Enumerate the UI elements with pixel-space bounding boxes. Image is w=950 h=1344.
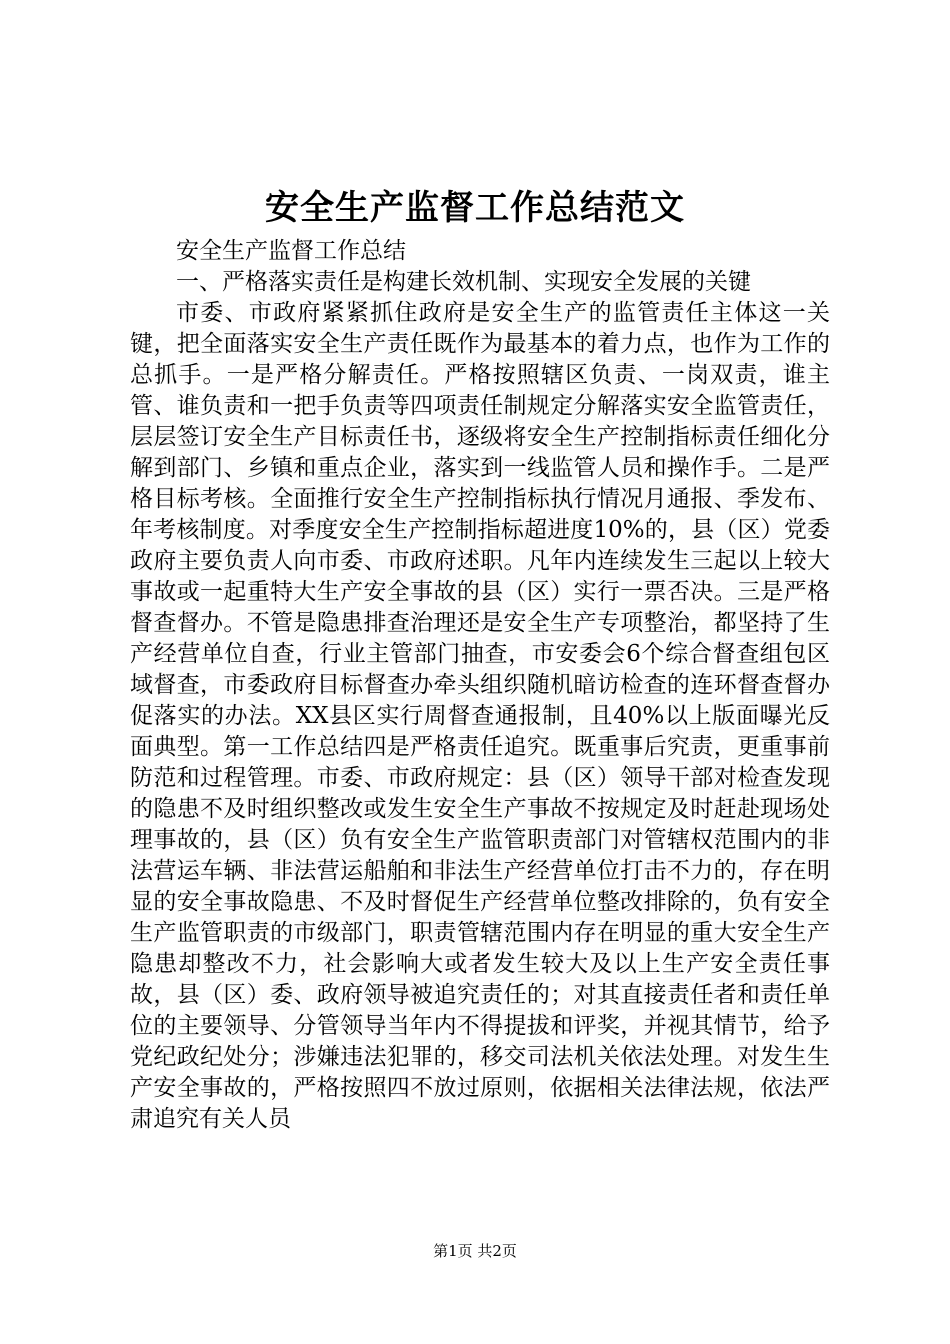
section-heading: 安全生产监督工作总结 <box>176 238 406 264</box>
page-footer: 第1页 共2页 <box>433 1242 517 1260</box>
document-title: 安全生产监督工作总结范文 <box>265 188 685 228</box>
subsection-heading: 一、严格落实责任是构建长效机制、实现安全发展的关键 <box>176 269 751 295</box>
body-paragraph: 市委、市政府紧紧抓住政府是安全生产的监管责任主体这一关键，把全面落实安全生产责任既作为最基本的着力点，也作为工作的总抓手。一是严格分解责任。严格按照辖区负责、一岗双责，谁主管、谁负责和一把手负责等四项责任制规定分解落实安全监管责任，层层签订安全生产目标责任书，逐级将安全生产控制指标责任细化分解到部门、乡镇和重点企业，落实到一线监管人员和操作手。二是严格目标考核。全面推行安全生产控制指标执行情况月通报、季发布、年考核制度。对季度安全生产控制指标超进度10%的，县（区）党委政府主要负责人向市委、市政府述职。凡年内连续发生三起以上较大事故或一起重特大生产安全事故的县（区）实行一票否决。三是严格督查督办。不管是隐患排查治理还是安全生产专项整治，都坚持了生产经营单位自查，行业主管部门抽查，市安委会6个综合督查组包区域督查，市委政府目标督查办牵头组织随机暗访检查的连环督查督办促落实的办法。XX县区实行周督查通报制，且40%以上版面曝光反面典型。第一工作总结四是严格责任追究。既重事后究责，更重事前防范和过程管理。市委、市政府规定：县（区）领导干部对检查发现的隐患不及时组织整改或发生安全生产事故不按规定及时赶赴现场处理事故的，县（区）负有安全生产监管职责部门对管辖权范围内的非法营运车辆、非法营运船舶和非法生产经营单位打击不力的，存在明显的安全事故隐患、不及时督促生产经营单位整改排除的，负有安全生产监管职责的市级部门，职责管辖范围内存在明显的重大安全生产隐患却整改不力，社会影响大或者发生较大及以上生产安全责任事故，县（区）委、政府领导被追究责任的；对其直接责任者和责任单位的主要领导、分管领导当年内不得提拔和评奖，并视其情节，给予党纪政纪处分；涉嫌违法犯罪的，移交司法机关依法处理。对发生生产安全事故的，严格按照四不放过原则，依据相关法律法规，依法严肃追究有关人员 <box>130 300 830 1132</box>
document-body <box>130 236 830 1135</box>
